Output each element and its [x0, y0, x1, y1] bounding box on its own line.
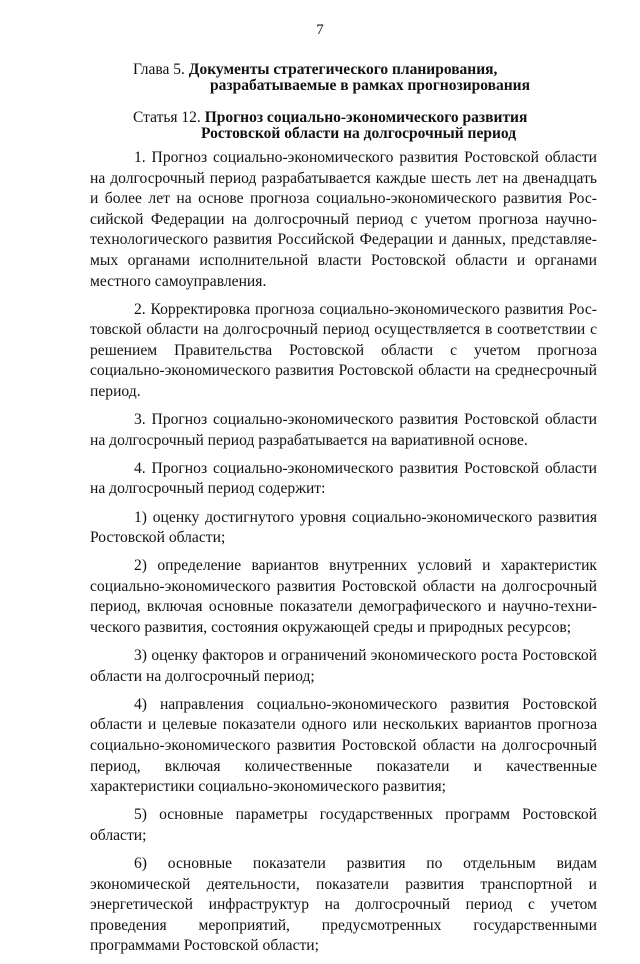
list-item: 4) направления социально-экономического развития Ростовской области и целевые показатели одного или нескольких вариантов прогноза социально-экономического развития Ростовской области на долгосрочный период, включая количественные показатели и качественные характеристики социально-экономического развития;	[90, 695, 597, 796]
list-item: 5) основные параметры государственных программ Ростовской области;	[90, 806, 597, 844]
paragraph: 3. Прогноз социально-экономического развития Ростовской области на долгосрочный период разрабатывается на вариативной основе.	[90, 411, 597, 449]
page-number: 7	[316, 22, 324, 38]
article-title-line2: Ростовской области на долгосрочный период	[201, 125, 517, 142]
chapter-title-line1: Документы стратегического планирования,	[188, 61, 498, 78]
article-body	[90, 148, 597, 964]
article-title-line1: Прогноз социально-экономического развития	[204, 109, 528, 126]
list-item: 2) определение вариантов внутренних условий и характеристик социально-экономического развития Ростовской области на долгосрочный период, включая основные показатели демографического и научно-технического развития, состояния окружающей среды и природных ресурсов;	[90, 557, 597, 636]
paragraph: 2. Корректировка прогноза социально-экономического развития Ростовской области на долгосрочный период осуществляется в соответствии с решением Правительства Ростовской области с учетом прогноза социально-экономического развития Ростовской области на среднесрочный период.	[90, 300, 597, 401]
paragraph: 1. Прогноз социально-экономического развития Ростовской области на долгосрочный период разрабатывается каждые шесть лет на двенадцать и более лет на основе прогноза социально-экономического развития Российской Федерации на долгосрочный период с учетом прогноза научно-технологического развития Российской Федерации и данных, представляемых органами исполнительной власти Ростовской области и органами местного самоуправления.	[90, 149, 597, 290]
list-item: 6) основные показатели развития по отдельным видам экономической деятельности, показатели развития транспортной и энергетической инфраструктур на долгосрочный период с учетом проведения мероприятий, предусмотренных государственными программами Ростовской области;	[90, 854, 597, 955]
chapter-heading	[133, 62, 530, 94]
chapter-prefix: Глава 5.	[133, 61, 185, 78]
article-prefix: Статья 12.	[133, 109, 201, 126]
article-heading	[133, 110, 527, 142]
paragraph: 4. Прогноз социально-экономического развития Ростовской области на долгосрочный период содержит:	[90, 459, 597, 498]
list-item: 1) оценку достигнутого уровня социально-экономического развития Ростовской области;	[90, 508, 597, 547]
list-item: 3) оценку факторов и ограничений экономического роста Ростовской области на долгосрочный период;	[90, 647, 597, 685]
chapter-title-line2: разрабатываемые в рамках прогнозирования	[210, 77, 530, 94]
